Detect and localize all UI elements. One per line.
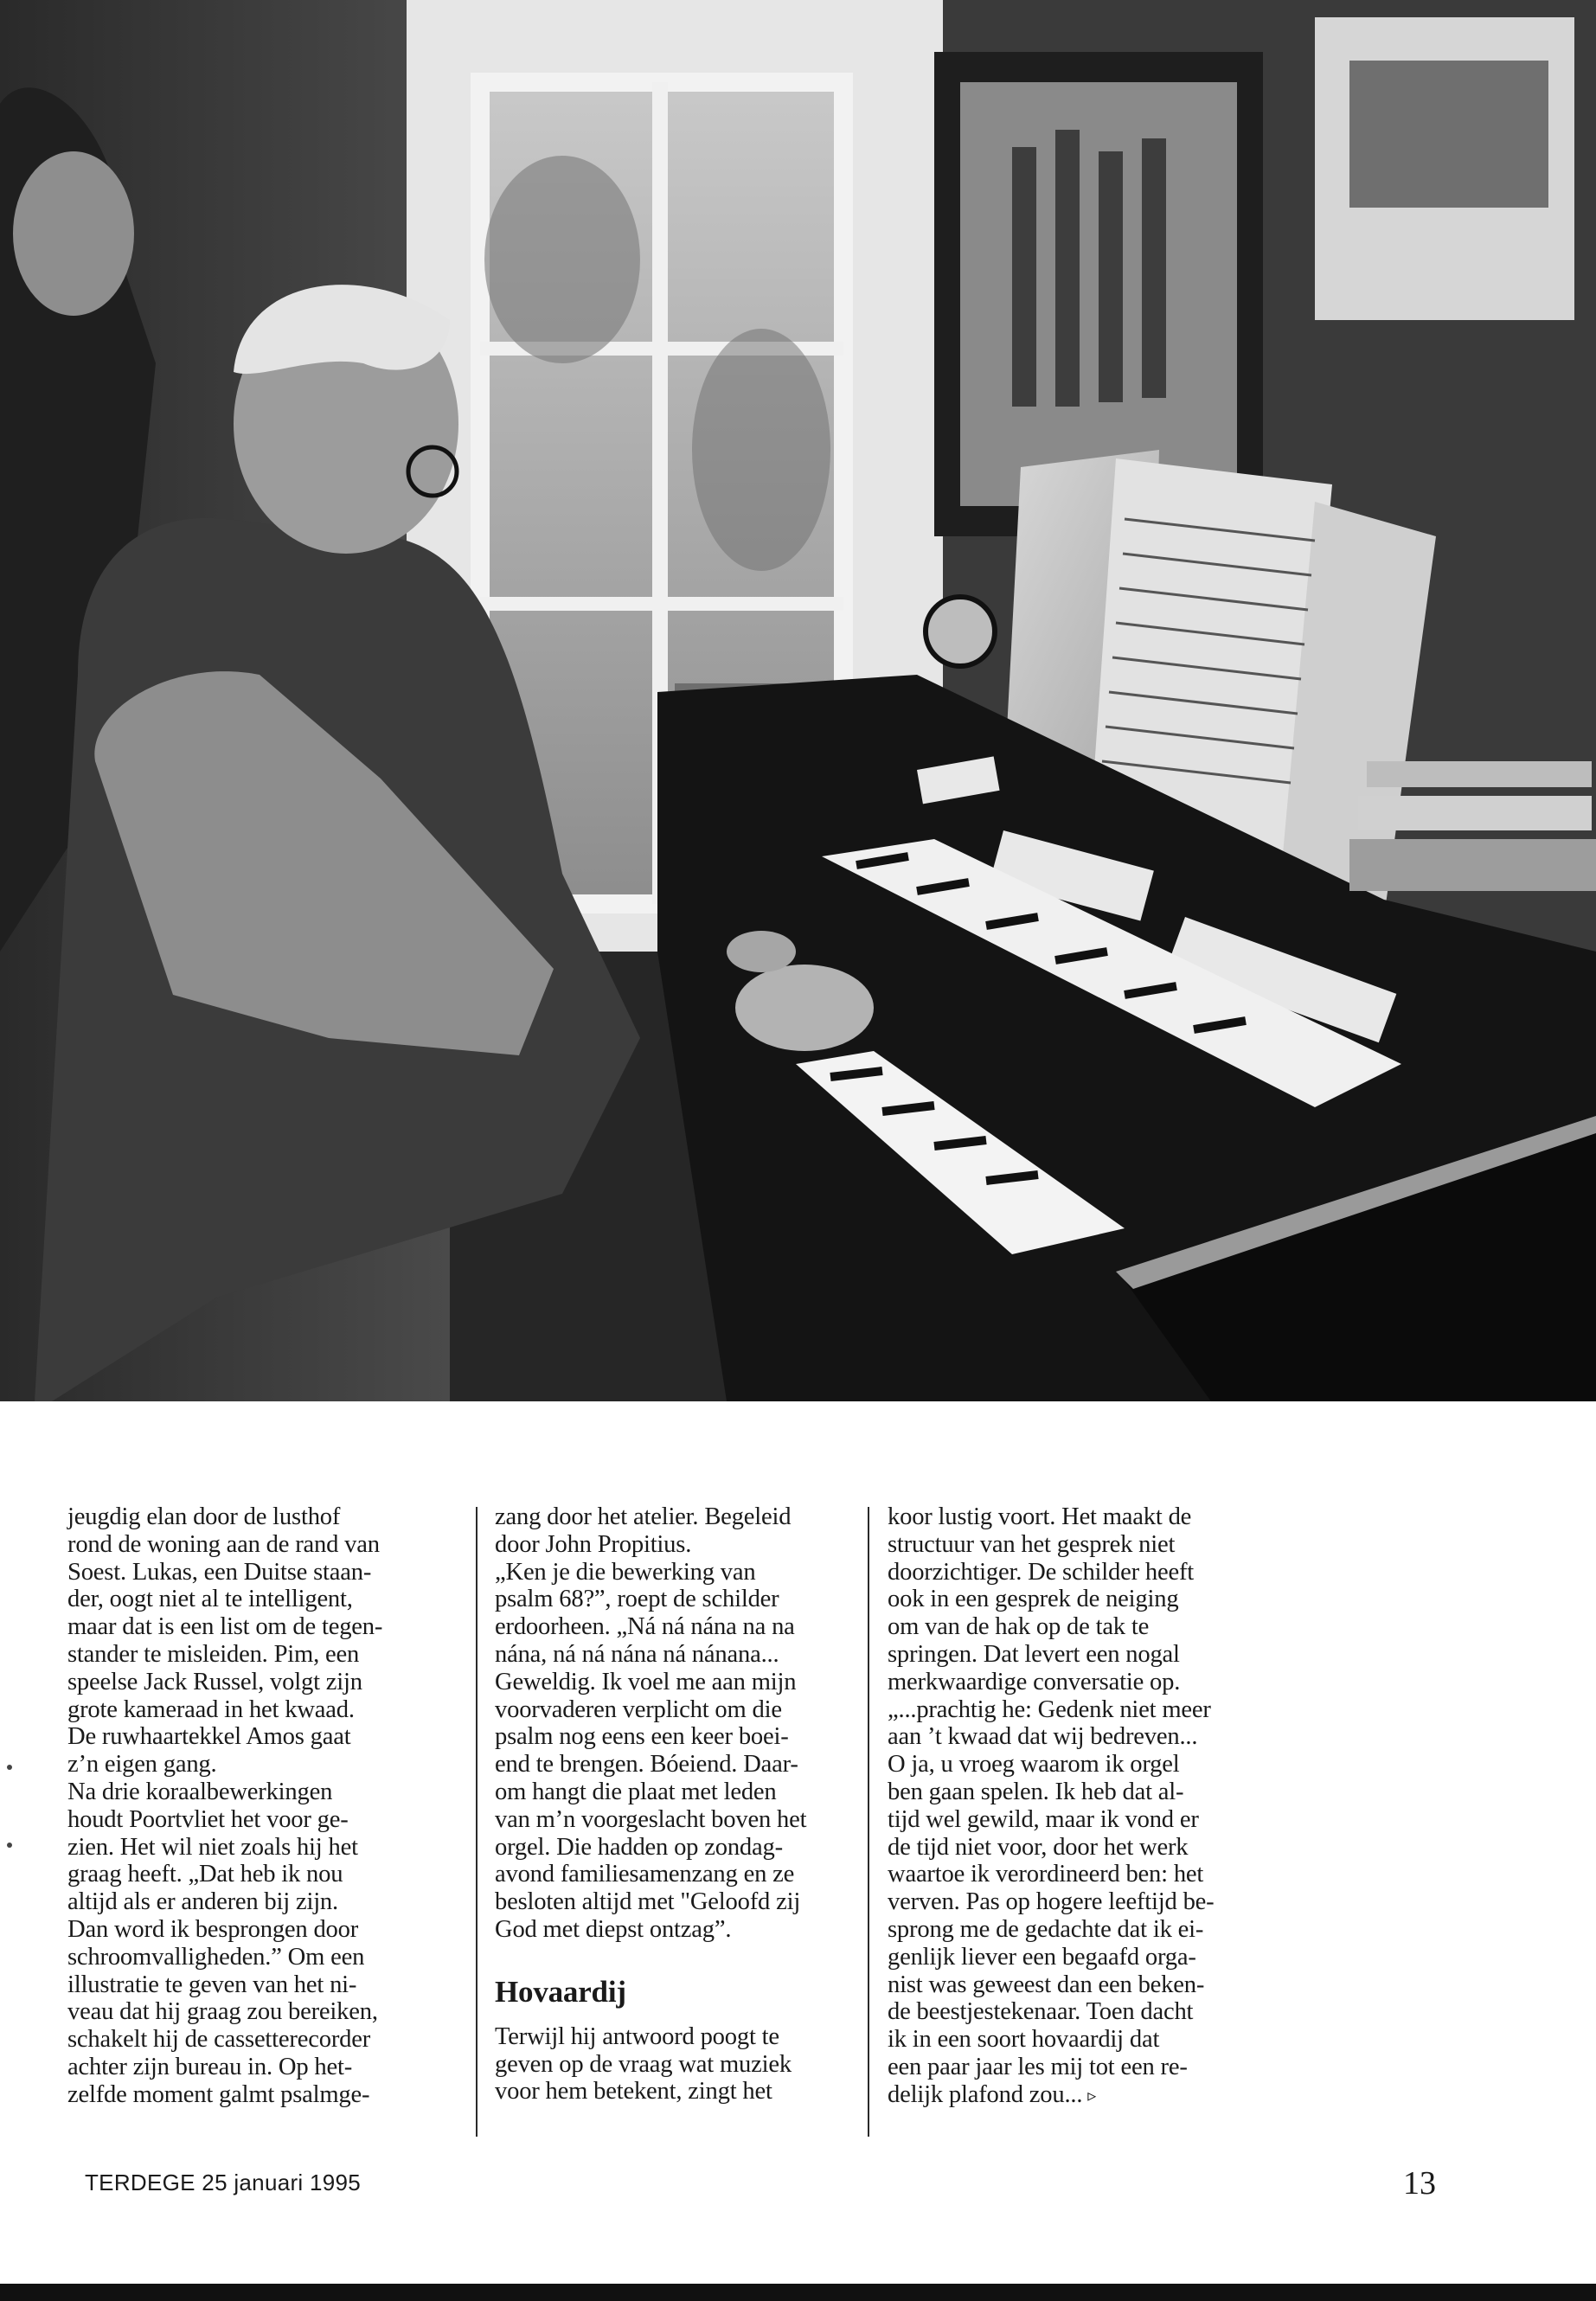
text-line: Terwijl hij antwoord poogt te bbox=[495, 2022, 779, 2050]
text-line: om hangt die plaat met leden bbox=[495, 1778, 777, 1805]
text-line: „Ken je die bewerking van bbox=[495, 1558, 756, 1586]
text-line: orgel. Die hadden op zondag- bbox=[495, 1833, 783, 1861]
text-line: speelse Jack Russel, volgt zijn bbox=[67, 1668, 362, 1695]
text-line: zien. Het wil niet zoals hij het bbox=[67, 1833, 358, 1861]
text-line: schroomvalligheden.” Om een bbox=[67, 1943, 365, 1971]
text-line: der, oogt niet al te intelligent, bbox=[67, 1586, 353, 1613]
publication-footer: TERDEGE 25 januari 1995 bbox=[85, 2170, 362, 2195]
text-line: zelfde moment galmt psalmge- bbox=[67, 2080, 370, 2108]
text-line: altijd als er anderen bij zijn. bbox=[67, 1888, 338, 1916]
column-divider bbox=[868, 1507, 869, 2137]
text-line: stander te misleiden. Pim, een bbox=[67, 1640, 360, 1668]
text-line: Geweldig. Ik voel me aan mijn bbox=[495, 1668, 797, 1695]
text-line: zang door het atelier. Begeleid bbox=[495, 1503, 792, 1530]
text-line: genlijk liever een begaafd orga- bbox=[888, 1943, 1196, 1971]
text-line: psalm 68?”, roept de schilder bbox=[495, 1586, 779, 1613]
text-line: schakelt hij de cassetterecorder bbox=[67, 2026, 371, 2054]
text-line: O ja, u vroeg waarom ik orgel bbox=[888, 1751, 1180, 1779]
text-line: structuur van het gesprek niet bbox=[888, 1530, 1176, 1558]
text-line: van m’n voorgeslacht boven het bbox=[495, 1805, 807, 1833]
column-divider bbox=[476, 1507, 478, 2137]
text-line: achter zijn bureau in. Op het- bbox=[67, 2053, 353, 2080]
continue-arrow-icon: ▹ bbox=[1087, 2086, 1097, 2106]
text-line: door John Propitius. bbox=[495, 1530, 692, 1558]
text-line: ben gaan spelen. Ik heb dat al- bbox=[888, 1778, 1184, 1805]
text-line-last bbox=[888, 2081, 1277, 2111]
text-line: Na drie koraalbewerkingen bbox=[67, 1778, 333, 1805]
text-line: „...prachtig he: Gedenk niet meer bbox=[888, 1695, 1211, 1723]
text-line: jeugdig elan door de lusthof bbox=[67, 1503, 341, 1530]
article-column-2 bbox=[495, 1503, 875, 2106]
article-column-3 bbox=[888, 1503, 1277, 2111]
text-line: nist was geweest dan een beken- bbox=[888, 1971, 1205, 1998]
section-subheading: Hovaardij bbox=[495, 1974, 626, 2009]
text-line: besloten altijd met "Geloofd zij bbox=[495, 1888, 801, 1916]
text-line: voorvaderen verplicht om die bbox=[495, 1695, 782, 1723]
text-line: illustratie te geven van het ni- bbox=[67, 1971, 357, 1998]
text-line: Dan word ik besprongen door bbox=[67, 1915, 359, 1943]
page-number: 13 bbox=[1403, 2165, 1436, 2202]
text-line: om van de hak op de tak te bbox=[888, 1613, 1150, 1641]
text-line: avond familiesamenzang en ze bbox=[495, 1861, 795, 1888]
text-line: de beestjestekenaar. Toen dacht bbox=[888, 1998, 1194, 2026]
text-line: God met diepst ontzag”. bbox=[495, 1915, 732, 1943]
text-line: Soest. Lukas, een Duitse staan- bbox=[67, 1558, 372, 1586]
text-line: erdoorheen. „Ná ná nána na na bbox=[495, 1613, 795, 1641]
text-line: aan ’t kwaad dat wij bedreven... bbox=[888, 1723, 1198, 1751]
article-column-1 bbox=[67, 1503, 452, 2109]
text-line: koor lustig voort. Het maakt de bbox=[888, 1503, 1192, 1530]
scan-dot bbox=[7, 1843, 12, 1848]
text-line: maar dat is een list om de tegen- bbox=[67, 1613, 383, 1641]
text-line: springen. Dat levert een nogal bbox=[888, 1640, 1180, 1668]
text-line: waartoe ik verordineerd ben: het bbox=[888, 1861, 1204, 1888]
text-line: rond de woning aan de rand van bbox=[67, 1530, 380, 1558]
text-line: voor hem betekent, zingt het bbox=[495, 2078, 772, 2106]
text-line: graag heeft. „Dat heb ik nou bbox=[67, 1861, 343, 1888]
text-line: De ruwhaartekkel Amos gaat bbox=[67, 1723, 351, 1751]
last-line-text: delijk plafond zou... bbox=[888, 2080, 1083, 2108]
text-line: nána, ná ná nána ná nánana... bbox=[495, 1640, 779, 1668]
text-line: een paar jaar les mij tot een re- bbox=[888, 2053, 1188, 2080]
text-line: doorzichtiger. De schilder heeft bbox=[888, 1558, 1195, 1586]
scan-dot bbox=[7, 1765, 12, 1770]
text-line: merkwaardige conversatie op. bbox=[888, 1668, 1181, 1695]
text-line: sprong me de gedachte dat ik ei- bbox=[888, 1915, 1204, 1943]
text-line: ik in een soort hovaardij dat bbox=[888, 2026, 1160, 2054]
text-line: ook in een gesprek de neiging bbox=[888, 1586, 1179, 1613]
text-line: verven. Pas op hogere leeftijd be- bbox=[888, 1888, 1215, 1916]
text-line: geven op de vraag wat muziek bbox=[495, 2050, 792, 2078]
text-line: z’n eigen gang. bbox=[67, 1751, 217, 1779]
text-line: end te brengen. Bóeiend. Daar- bbox=[495, 1751, 798, 1779]
text-line: de tijd niet voor, door het werk bbox=[888, 1833, 1189, 1861]
text-line: veau dat hij graag zou bereiken, bbox=[67, 1998, 378, 2026]
text-line: tijd wel gewild, maar ik vond er bbox=[888, 1805, 1199, 1833]
bottom-bar bbox=[0, 2284, 1596, 2301]
text-line: grote kameraad in het kwaad. bbox=[67, 1695, 355, 1723]
text-line: houdt Poortvliet het voor ge- bbox=[67, 1805, 349, 1833]
text-line: psalm nog eens een keer boei- bbox=[495, 1723, 789, 1751]
